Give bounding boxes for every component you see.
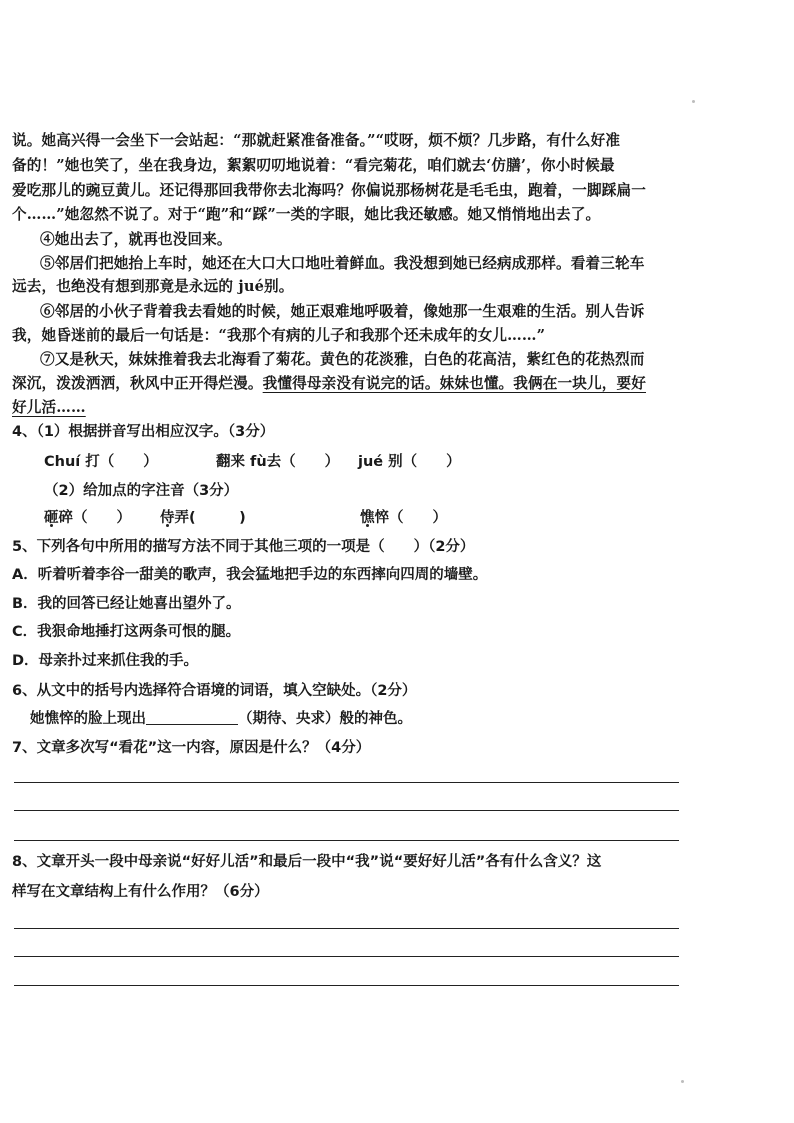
phonetic-item-rest: 弄( ) — [174, 510, 246, 526]
pinyin-item: Chuí 打（ ） — [44, 454, 158, 470]
paragraph-7-line: ⑦又是秋天，妹妹推着我去北海看了菊花。黄色的花淡雅，白色的花高洁，紫红色的花热烈而 — [40, 351, 645, 368]
paragraph-4: ④她出去了，就再也没回来。 — [40, 231, 232, 248]
answer-blank[interactable] — [146, 710, 238, 725]
passage-line: 说。她高兴得一会坐下一会站起：“那就赶紧准备准备。”“哎呀，烦不烦？几步路，有什么好准 — [12, 132, 621, 149]
phonetic-item-rest: 碎（ ） — [58, 510, 131, 526]
answer-line[interactable] — [14, 985, 679, 986]
question-4-sub2-stem: （2）给加点的字注音（3分） — [44, 483, 239, 499]
answer-line[interactable] — [14, 840, 679, 841]
question-6-before: 她憔悴的脸上现出 — [30, 710, 146, 727]
question-5-option-b: B．我的回答已经让她喜出望外了。 — [12, 596, 241, 612]
paragraph-5-line: 远去，也绝没有想到那竟是永远的 jué别。 — [12, 278, 294, 295]
question-6-after: （期待、央求）般的神色。 — [238, 710, 412, 727]
paragraph-5-line: ⑤邻居们把她抬上车时，她还在大口大口地吐着鲜血。我没想到她已经病成那样。看着三轮车 — [40, 255, 645, 272]
passage-line: 爱吃那儿的豌豆黄儿。还记得那回我带你去北海吗？你偏说那杨树花是毛毛虫，跑着，一脚踩扁一 — [12, 182, 646, 199]
underlined-sentence: 好儿活…… — [12, 399, 86, 416]
paragraph-7-text: 深沉，泼泼洒洒，秋风中正开得烂漫。 — [12, 375, 263, 392]
question-6-stem: 6、从文中的括号内选择符合语境的词语，填入空缺处。（2分） — [12, 683, 417, 699]
scan-speck — [692, 100, 695, 103]
phonetic-item-rest: 悴（ ） — [374, 510, 447, 526]
dotted-character: 砸 — [44, 510, 59, 526]
question-5-stem: 5、下列各句中所用的描写方法不同于其他三项的一项是（ ）（2分） — [12, 539, 475, 555]
pinyin-item: jué 别（ ） — [358, 454, 461, 470]
question-4-sub2-items — [44, 507, 447, 529]
underlined-sentence: 我懂得母亲没有说完的话。妹妹也懂。我俩在一块儿，要好 — [262, 375, 646, 392]
phonetic-item — [360, 507, 447, 529]
answer-line[interactable] — [14, 782, 679, 783]
answer-line[interactable] — [14, 928, 679, 929]
question-5-option-c: C．我狠命地捶打这两条可恨的腿。 — [12, 624, 241, 640]
dotted-character: 憔 — [360, 510, 375, 526]
question-5-option-a: A．听着听着李谷一甜美的歌声，我会猛地把手边的东西摔向四周的墙壁。 — [12, 567, 488, 583]
question-6-sentence — [30, 708, 412, 730]
phonetic-item — [160, 507, 360, 529]
question-8-stem: 8、文章开头一段中母亲说“好好儿活”和最后一段中“我”说“要好好儿活”各有什么含义？这 — [12, 854, 602, 870]
answer-line[interactable] — [14, 956, 679, 957]
question-8-stem: 样写在文章结构上有什么作用？（6分） — [12, 884, 269, 900]
question-4-stem: 4、（1）根据拼音写出相应汉字。（3分） — [12, 424, 275, 440]
phonetic-item — [44, 507, 160, 529]
scan-speck — [681, 1080, 684, 1083]
passage-line: 备的！”她也笑了，坐在我身边，絮絮叨叨地说着：“看完菊花，咱们就去‘仿膳’，你小时候最 — [12, 157, 615, 174]
question-7-stem: 7、文章多次写“看花”这一内容，原因是什么？（4分） — [12, 740, 371, 756]
paragraph-7-line — [12, 373, 646, 395]
answer-line[interactable] — [14, 810, 679, 811]
pinyin-item: 翻来 fù去（ ） — [216, 454, 340, 470]
paragraph-7-line — [12, 397, 86, 419]
dotted-character: 侍 — [160, 510, 175, 526]
question-5-option-d: D．母亲扑过来抓住我的手。 — [12, 653, 199, 669]
paragraph-6-line: 我，她昏迷前的最后一句话是：“我那个有病的儿子和我那个还未成年的女儿……” — [12, 327, 546, 344]
passage-line: 个……”她忽然不说了。对于“跑”和“踩”一类的字眼，她比我还敏感。她又悄悄地出去了。 — [12, 206, 601, 223]
question-4-items — [44, 451, 461, 473]
paragraph-6-line: ⑥邻居的小伙子背着我去看她的时候，她正艰难地呼吸着，像她那一生艰难的生活。别人告诉 — [40, 303, 645, 320]
